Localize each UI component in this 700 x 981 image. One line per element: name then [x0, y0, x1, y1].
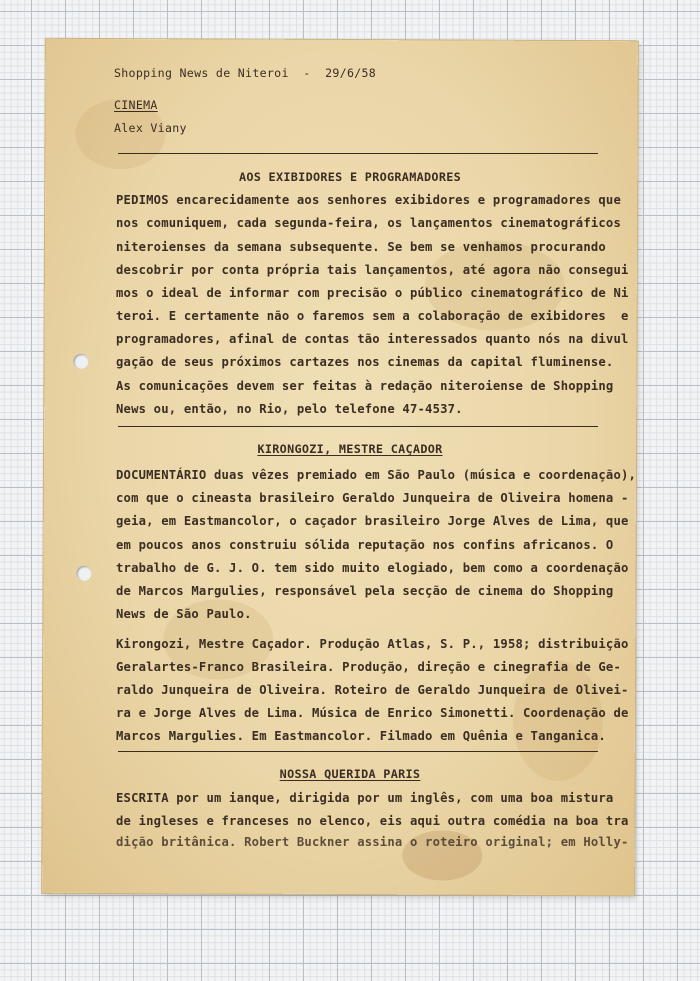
author-name: Alex Viany: [114, 121, 187, 135]
text-line: em poucos anos construiu sólida reputação nos confins africanos. O: [116, 538, 614, 552]
credits-line: Kirongozi, Mestre Caçador. Produção Atlas, S. P., 1958; distribuição: [116, 637, 629, 651]
text-line: geia, em Eastmancolor, o caçador brasileiro Jorge Alves de Lima, que: [116, 514, 629, 528]
article-heading: AOS EXIBIDORES E PROGRAMADORES: [238, 170, 462, 184]
text-line: As comunicações devem ser feitas à redação niteroiense de Shopping: [116, 379, 614, 393]
punch-hole-top: [73, 354, 88, 369]
text-line: trabalho de G. J. O. tem sido muito elogiado, bem como a coordenação: [116, 561, 629, 575]
credits-line: raldo Junqueira de Oliveira. Roteiro de Geraldo Junqueira de Olivei-: [116, 683, 629, 697]
text-line: programadores, afinal de contas tão interessados quanto nós na divul: [116, 332, 629, 346]
text-line: News de São Paulo.: [116, 607, 252, 621]
text-line: de Marcos Margulies, responsável pela secção de cinema do Shopping: [116, 584, 614, 598]
divider: [118, 751, 598, 752]
text-line: teroi. E certamente não o faremos sem a colaboração de exibidores e: [116, 309, 629, 323]
text-line: ESCRITA por um ianque, dirigida por um inglês, com uma boa mistura: [116, 791, 614, 805]
text-line: niteroienses da semana subsequente. Se bem se venhamos procurando: [116, 240, 606, 254]
punch-hole-bottom: [77, 566, 92, 581]
text-line: DOCUMENTÁRIO duas vêzes premiado em São Paulo (música e coordenação),: [116, 468, 637, 482]
text-line: descobrir por conta própria tais lançamentos, até agora não consegui: [116, 263, 629, 277]
credits-line: Marcos Margulies. Em Eastmancolor. Filmado em Quênia e Tanganica.: [116, 729, 606, 743]
credits-line: ra e Jorge Alves de Lima. Música de Enrico Simonetti. Coordenação de: [116, 706, 629, 720]
article-heading: NOSSA QUERIDA PARIS: [279, 767, 421, 781]
credits-line: Geralartes-Franco Brasileira. Produção, direção e cinegrafia de Ge-: [116, 660, 622, 674]
article-heading: KIRONGOZI, MESTRE CAÇADOR: [257, 442, 443, 456]
divider: [118, 153, 598, 154]
header-title: Shopping News de Niteroi - 29/6/58: [114, 66, 377, 80]
section-label: CINEMA: [114, 98, 158, 112]
text-line: News ou, então, no Rio, pelo telefone 47-4537.: [116, 402, 463, 416]
text-line: mos o ideal de informar com precisão o público cinematográfico de Ni: [116, 286, 629, 300]
text-line: nos comuniquem, cada segunda-feira, os lançamentos cinematográficos: [116, 216, 622, 230]
divider: [118, 426, 598, 427]
text-line: PEDIMOS encarecidamente aos senhores exibidores e programadores que: [116, 193, 622, 207]
text-line: de ingleses e franceses no elenco, eis aqui outra comédia na boa tra: [116, 814, 629, 828]
text-line: dição britânica. Robert Buckner assina o roteiro original; em Holly-: [116, 835, 629, 849]
text-line: gação de seus próximos cartazes nos cinemas da capital fluminense.: [116, 355, 614, 369]
text-line: com que o cineasta brasileiro Geraldo Junqueira de Oliveira homena -: [116, 491, 629, 505]
